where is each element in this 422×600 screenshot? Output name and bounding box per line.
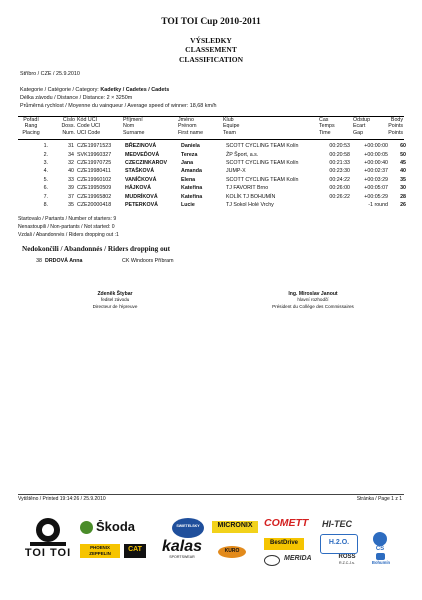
- cell-gap: +00:00:40: [364, 159, 388, 166]
- col-header-gap-fr: Ecart: [353, 123, 366, 130]
- sponsor-hitec-logo: [322, 519, 380, 533]
- chief-commissaire-signature: [248, 291, 378, 310]
- sponsor-micronix-logo: [212, 521, 258, 533]
- cell-surname: STAŠKOVÁ: [125, 168, 155, 175]
- cell-uci-code: CZE19950509: [77, 185, 112, 192]
- col-header-rank: [20, 117, 42, 136]
- bohumin-crest-icon: [376, 553, 385, 560]
- col-header-dossard-fr: Doss.: [61, 123, 75, 130]
- cell-uci-code: SVK19960327: [77, 151, 112, 158]
- col-header-uci-cz: Kód UCI: [77, 117, 98, 123]
- cell-number: 32: [68, 159, 74, 166]
- col-header-rank-cz: Pořadí: [23, 117, 39, 123]
- starters-info: [18, 215, 119, 240]
- cell-time: 00:26:00: [329, 185, 350, 192]
- cell-team: TJ Sokol Holé Vrchy: [226, 201, 274, 208]
- ross-wordmark: ROSS: [338, 554, 356, 560]
- cell-rank: 8.: [43, 201, 48, 208]
- sponsor-bohumin-logo: [366, 553, 396, 567]
- col-header-rank-fr: Rang: [24, 123, 38, 130]
- cell-time: [319, 201, 350, 209]
- h2o-wordmark: H.2.O.: [328, 539, 350, 546]
- cell-number: 37: [68, 193, 74, 200]
- cell-team: KOLÍK TJ BOHUMÍN: [226, 193, 276, 200]
- dnf-heading: Nedokončili / Abandonnés / Riders dropping out: [22, 245, 171, 253]
- race-director-name: Zdeněk Štybar: [97, 291, 133, 297]
- cell-team: SCOTT CYCLING TEAM Kolín: [226, 176, 299, 183]
- col-header-team-en: Team: [223, 129, 236, 136]
- race-director-role-fr: Directeur de l'épreuve: [92, 303, 138, 309]
- merida-wheel-icon: [264, 555, 280, 566]
- cell-time: 00:20:53: [329, 143, 350, 150]
- table-row: [18, 192, 406, 200]
- table-row: [18, 201, 406, 209]
- sponsor-swietelsky-logo: [172, 518, 204, 538]
- cell-gap: +00:05:29: [364, 193, 388, 200]
- col-header-firstname-fr: Prénom: [178, 123, 197, 130]
- table-row: [18, 176, 406, 184]
- cell-team: TJ FAVORIT Brno: [226, 185, 269, 192]
- col-header-time-cz: Čas: [319, 117, 329, 123]
- table-row: [18, 142, 406, 150]
- sponsor-bestdrive-logo: [264, 538, 304, 550]
- cat-wordmark: CAT: [128, 546, 142, 553]
- cell-surname: PETERKOVÁ: [125, 201, 158, 208]
- dnf-row: [34, 258, 174, 264]
- cell-surname: BŘEZINOVÁ: [125, 143, 157, 150]
- comett-wordmark: COMETT: [264, 517, 309, 529]
- sponsor-comett-logo: [264, 517, 314, 533]
- cell-uci-code: CZE19971523: [77, 143, 112, 150]
- col-header-gap-cz: Odstup: [353, 117, 371, 123]
- kalas-wordmark: kalas: [161, 538, 203, 555]
- sponsor-cat-logo: [124, 544, 146, 558]
- results-table: [18, 142, 406, 209]
- col-header-dossard: [52, 117, 75, 136]
- toitoi-logo-graphic: [22, 514, 74, 574]
- category-value: Kadetky / Cadetes / Cadets: [100, 87, 170, 93]
- average-speed-line: Průměrná rychlost / Moyenne du vainqueur / Average speed of winner: 18,68 km/h: [20, 103, 217, 109]
- sponsor-kalas-logo: [152, 538, 212, 562]
- cell-number: 34: [68, 151, 74, 158]
- printed-timestamp: Vytištěno / Printed 19:14:26 / 25.9.2010: [18, 496, 106, 502]
- cell-uci-code: CZE20000418: [77, 201, 112, 208]
- cell-time: 00:20:58: [329, 151, 350, 158]
- sponsor-h2o-logo: [320, 534, 358, 554]
- results-table-body: [18, 142, 406, 209]
- category-line: [20, 87, 169, 93]
- micronix-wordmark: MICRONIX: [217, 522, 253, 529]
- cell-first-name: Jana: [181, 159, 194, 166]
- cell-points: 30: [400, 185, 406, 192]
- col-header-uci-fr: Code UCI: [77, 123, 101, 130]
- cell-first-name: Kateřina: [181, 193, 203, 200]
- cell-first-name: Tereza: [181, 151, 198, 158]
- col-header-team-cz: Klub: [223, 117, 234, 123]
- cell-gap: +00:00:05: [364, 151, 388, 158]
- cell-surname: CZECZINKAROV: [125, 159, 168, 166]
- col-header-dossard-cz: Číslo: [62, 117, 75, 123]
- cell-surname: VANÍČKOVÁ: [125, 176, 157, 183]
- ross-tagline: R.Z.C.J.s.: [339, 561, 355, 565]
- cell-surname: MUDRÍKOVÁ: [125, 193, 158, 200]
- cell-uci-code: CZE19965802: [77, 193, 112, 200]
- sponsor-cs-logo: [366, 532, 394, 554]
- cell-team: ŽP Šport, a.s.: [226, 151, 259, 158]
- cell-rank: 3.: [43, 159, 48, 166]
- distance-line: Délka závodu / Distance / Distance: 2 × 3250m: [20, 95, 133, 101]
- table-row: [18, 150, 406, 158]
- col-header-points-en: Points: [388, 129, 403, 136]
- col-header-surname: [123, 117, 145, 136]
- cell-surname: HÁJKOVÁ: [125, 185, 151, 192]
- sponsor-merida-logo: [264, 554, 324, 566]
- cell-points: 28: [400, 193, 406, 200]
- heading-classification: CLASSIFICATION: [178, 55, 244, 64]
- col-header-surname-cz: Příjmení: [123, 117, 143, 123]
- sponsor-phoenix-logo: [80, 544, 120, 558]
- phoenix-wordmark: PHOENIX ZEPPELIN: [89, 545, 111, 556]
- cell-first-name: Daniela: [181, 143, 200, 150]
- sponsor-skoda-logo: [80, 520, 160, 536]
- cell-time: 00:23:30: [329, 168, 350, 175]
- cell-number: 39: [68, 185, 74, 192]
- cell-first-name: Elena: [181, 176, 196, 183]
- sponsor-kuro-logo: [218, 546, 246, 558]
- cell-gap: +00:00:00: [364, 143, 388, 150]
- cell-team: SCOTT CYCLING TEAM Kolín: [226, 143, 299, 150]
- col-header-time-en: Time: [319, 129, 331, 136]
- cs-wordmark: ČS: [375, 546, 385, 552]
- cell-number: 40: [68, 168, 74, 175]
- table-row: [18, 159, 406, 167]
- col-header-rank-en: Placing: [22, 129, 40, 136]
- col-header-time: [319, 117, 335, 136]
- cell-number: 35: [68, 201, 74, 208]
- cell-rank: 4.: [43, 168, 48, 175]
- heading-classement: CLASSEMENT: [185, 45, 237, 54]
- table-top-rule: [18, 116, 404, 117]
- col-header-surname-en: Surname: [123, 129, 145, 136]
- cell-time: 00:26:22: [329, 193, 350, 200]
- cell-uci-code: CZE19960102: [77, 176, 112, 183]
- cell-rank: 6.: [43, 185, 48, 192]
- dnf-rider-name: DRDOVÁ Anna: [45, 258, 83, 264]
- cs-logo-icon: [373, 532, 387, 546]
- col-header-gap: [353, 117, 370, 136]
- kalas-tagline: SPORTSWEAR: [169, 555, 195, 559]
- cell-rank: 1.: [43, 143, 48, 150]
- cell-points: 26: [400, 201, 406, 208]
- cell-number: 31: [68, 143, 74, 150]
- sponsor-toitoi-logo: [22, 514, 74, 574]
- table-row: [18, 184, 406, 192]
- col-header-team-fr: Equipe: [223, 123, 240, 130]
- cell-first-name: Amanda: [181, 168, 202, 175]
- cell-team: JUMP-X: [226, 168, 246, 175]
- cell-points: 60: [400, 143, 406, 150]
- cell-points: 50: [400, 151, 406, 158]
- col-header-dossard-en: Num.: [62, 129, 75, 136]
- competition-title: TOI TOI Cup 2010-2011: [161, 17, 261, 27]
- cell-time: 00:24:22: [329, 176, 350, 183]
- col-header-firstname: [178, 117, 203, 136]
- col-header-uci-en: UCI Code: [77, 129, 101, 136]
- swietelsky-wordmark: SWIETELSKY: [176, 524, 200, 528]
- dnf-team: CK Windoors Příbram: [122, 258, 174, 264]
- col-header-gap-en: Gap: [353, 129, 364, 136]
- cell-points: 35: [400, 176, 406, 183]
- heading-vysledky: VÝSLEDKY: [190, 36, 232, 45]
- col-header-uci: [77, 117, 100, 136]
- table-row: [18, 167, 406, 175]
- col-header-firstname-cz: Jméno: [178, 117, 194, 123]
- race-director-role-cz: ředitel závodu: [100, 297, 130, 303]
- col-header-firstname-en: First name: [178, 129, 204, 136]
- bestdrive-wordmark: BestDrive: [269, 540, 298, 546]
- cell-uci-code: CZE19970725: [77, 159, 112, 166]
- col-header-surname-fr: Nom: [123, 123, 135, 130]
- non-starters-count: Nenastoupili / Non-partants / Not started: 0: [18, 224, 115, 231]
- chief-commissaire-role-fr: Président du Collège des Commissaires: [272, 303, 354, 309]
- race-director-signature: [55, 291, 175, 310]
- place-date: Stříbro / CZE / 25.9.2010: [20, 71, 80, 77]
- col-header-points: [378, 117, 403, 136]
- col-header-points-fr: Points: [388, 123, 403, 130]
- cell-first-name: Kateřina: [181, 185, 203, 192]
- col-header-time-fr: Temps: [319, 123, 335, 130]
- category-label: Kategorie / Catégorie / Category:: [20, 87, 99, 93]
- chief-commissaire-role-cz: hlavní rozhodčí: [297, 297, 329, 303]
- cell-gap: +00:02:37: [364, 168, 388, 175]
- cell-team: SCOTT CYCLING TEAM Kolín: [226, 159, 299, 166]
- dropouts-count: Vzdali / Abandonnés / Riders dropping out :1: [18, 232, 119, 239]
- cell-gap: +00:05:07: [364, 185, 388, 192]
- dnf-number: 38: [36, 258, 42, 264]
- cell-time: 00:21:33: [329, 159, 350, 166]
- cell-first-name: Lucie: [181, 201, 195, 208]
- cell-uci-code: CZE19980411: [77, 168, 111, 175]
- cell-rank: 7.: [43, 193, 48, 200]
- starters-count: Startovalo / Partants / Number of starters: 9: [18, 216, 117, 222]
- skoda-wordmark: Škoda: [96, 520, 136, 534]
- footer-rule: [18, 494, 404, 495]
- cell-rank: 2.: [43, 151, 48, 158]
- col-header-points-cz: Body: [390, 117, 403, 123]
- cell-rank: 5.: [43, 176, 48, 183]
- page-number: Stránka / Page 1 z 1: [356, 496, 402, 502]
- kuro-wordmark: KURO: [224, 548, 240, 554]
- cell-surname: MEDVEĎOVÁ: [125, 151, 160, 158]
- cell-number: 33: [68, 176, 74, 183]
- chief-commissaire-name: Ing. Miroslav Janout: [288, 291, 338, 297]
- cell-points: 40: [400, 168, 406, 175]
- skoda-arrow-icon: [80, 521, 93, 534]
- col-header-team: [223, 117, 240, 136]
- table-header-rule: [18, 139, 404, 140]
- cell-gap: +00:03:29: [364, 176, 388, 183]
- merida-wordmark: MERIDA: [284, 555, 312, 562]
- cell-gap: -1 round: [368, 201, 388, 208]
- hitec-wordmark: HI-TEC: [322, 519, 352, 529]
- bohumin-wordmark: Bohumín: [371, 560, 391, 565]
- toitoi-wordmark: TOI TOI: [24, 547, 72, 559]
- cell-points: 45: [400, 159, 406, 166]
- sponsor-ross-logo: [332, 554, 362, 568]
